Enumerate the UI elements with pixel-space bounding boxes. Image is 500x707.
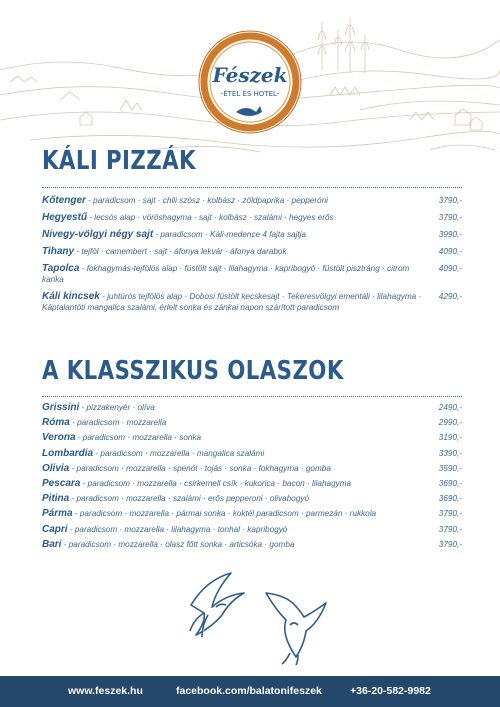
item-ingredients: - lecsós alap · vöröshagyma · sajt · kolbász · szalámi · hegyes erős <box>87 213 334 222</box>
item-ingredients: - paradicsom · mozzarella · sonka <box>75 433 202 443</box>
item-price: 3790,- <box>438 539 462 549</box>
item-name: Verona <box>42 432 76 444</box>
menu-item <box>42 463 462 474</box>
item-ingredients: - paradicsom · mozzarella · csirkemell csík · kukorica · bacon · lilahagyma <box>80 478 352 488</box>
item-ingredients: - pizzakenyér · olíva <box>79 403 155 412</box>
menu-list-kali <box>42 195 462 319</box>
menu-item <box>42 524 462 535</box>
section-title-kali-pizzak: KÁLI PIZZÁK <box>42 146 196 176</box>
menu-item <box>42 246 462 257</box>
item-price: 3590,- <box>438 463 462 473</box>
menu-item <box>42 212 462 223</box>
item-ingredients: - tejföl · camembert · sajt · áfonya lekvár · áfonya darabok <box>74 247 287 256</box>
item-ingredients: - paradicsom · mozzarella <box>69 418 167 428</box>
section-divider <box>42 396 462 397</box>
item-name: Nivegy-völgyi négy sajt <box>42 229 154 240</box>
item-name: Pescara <box>42 477 81 489</box>
menu-item <box>42 539 462 550</box>
item-price: 4090,- <box>438 264 462 273</box>
menu-item <box>42 263 462 285</box>
item-name: Kőtenger <box>42 195 86 206</box>
menu-item <box>42 478 462 489</box>
item-name: Tapolca <box>42 263 80 274</box>
menu-item <box>42 195 462 206</box>
item-price: 3190,- <box>438 433 462 443</box>
menu-item <box>42 291 462 313</box>
item-ingredients: - paradicsom · mozzarella · pármai sonka · koktél paradicsom · parmezán · rukkola <box>72 509 377 519</box>
item-ingredients: - paradicsom · mozzarella · olasz főtt sonka · articsóka · gomba <box>61 539 295 549</box>
item-ingredients: - juhtúrós tejfölös alap · Dobosi füstölt kecskesajt · Tekeresvölgyi ementáli · lilahagyma · Káptalantóti mangalica szalámi, érlelt sonka és zánkai napon szárított paradicsom <box>42 292 422 312</box>
item-name: Pármа <box>42 508 73 520</box>
item-price: 3390,- <box>438 448 462 458</box>
menu-item <box>42 229 462 240</box>
section-divider <box>42 187 462 188</box>
footer-bar <box>0 676 500 707</box>
item-name: Hegyestű <box>42 212 88 223</box>
item-name: Bari <box>42 538 62 550</box>
item-price: 3790,- <box>438 196 462 205</box>
menu-item <box>42 432 462 443</box>
item-ingredients: - fokhagymás-tejfölös alap · füstölt sajt · lilahagyma · kapribogyó · füstölt pisztráng · citrom karika <box>42 264 410 284</box>
item-ingredients: - paradicsom · mozzarella · szalámi · erős pepperoni · olivabogyó <box>69 494 310 504</box>
facebook-link[interactable]: facebook.com/balatonifeszek <box>176 685 322 697</box>
item-price: 3790,- <box>438 509 462 519</box>
menu-item <box>42 508 462 519</box>
item-price: 3690,- <box>438 494 462 504</box>
section-title-klasszikus-olaszok: A KLASSZIKUS OLASZOK <box>42 356 344 386</box>
item-ingredients: - paradicsom · Káli-medence 4 fajta sajtja <box>153 230 307 239</box>
item-name: Lombardia <box>42 447 94 459</box>
item-price: 3790,- <box>438 213 462 222</box>
phone-number[interactable]: +36-20-582-9982 <box>350 685 431 697</box>
menu-item <box>42 417 462 428</box>
menu-item <box>42 448 462 459</box>
item-ingredients: - paradicsom · sajt · chili szósz · kolbász · zöldpaprika · pepperóni <box>85 196 328 205</box>
item-price: 3690,- <box>438 478 462 488</box>
svg-text:Fészek: Fészek <box>212 63 288 87</box>
item-name: Káli kincsek <box>42 291 100 302</box>
item-name: Róma <box>42 417 70 429</box>
item-name: Grissini <box>42 402 80 413</box>
website-link[interactable]: www.feszek.hu <box>68 685 143 697</box>
menu-item <box>42 402 462 413</box>
item-price: 2990,- <box>438 418 462 428</box>
item-price: 3790,- <box>438 524 462 534</box>
item-name: Pitina <box>42 493 70 505</box>
feszek-logo <box>198 30 302 134</box>
svg-text:-ÉTEL ÉS HOTEL-: -ÉTEL ÉS HOTEL- <box>220 90 280 98</box>
swallows-illustration <box>186 565 336 665</box>
menu-item <box>42 493 462 504</box>
item-ingredients: - paradicsom · mozzarella · lilahagyma · tonhal · kapribogyó <box>67 524 288 534</box>
item-price: 3990,- <box>438 230 462 239</box>
item-price: 2490,- <box>438 403 462 412</box>
menu-list-olasz <box>42 402 462 554</box>
item-name: Olivia <box>42 462 70 474</box>
item-price: 4090,- <box>438 247 462 256</box>
item-price: 4290,- <box>438 292 462 301</box>
item-ingredients: - paradicsom · mozzarella · spenót · tojás · sonka · fokhagyma · gomba <box>69 463 331 473</box>
item-name: Capri <box>42 523 68 535</box>
item-ingredients: - paradicsom · mozzarella · mangalica szalámi <box>93 448 265 458</box>
item-name: Tihany <box>42 246 75 257</box>
